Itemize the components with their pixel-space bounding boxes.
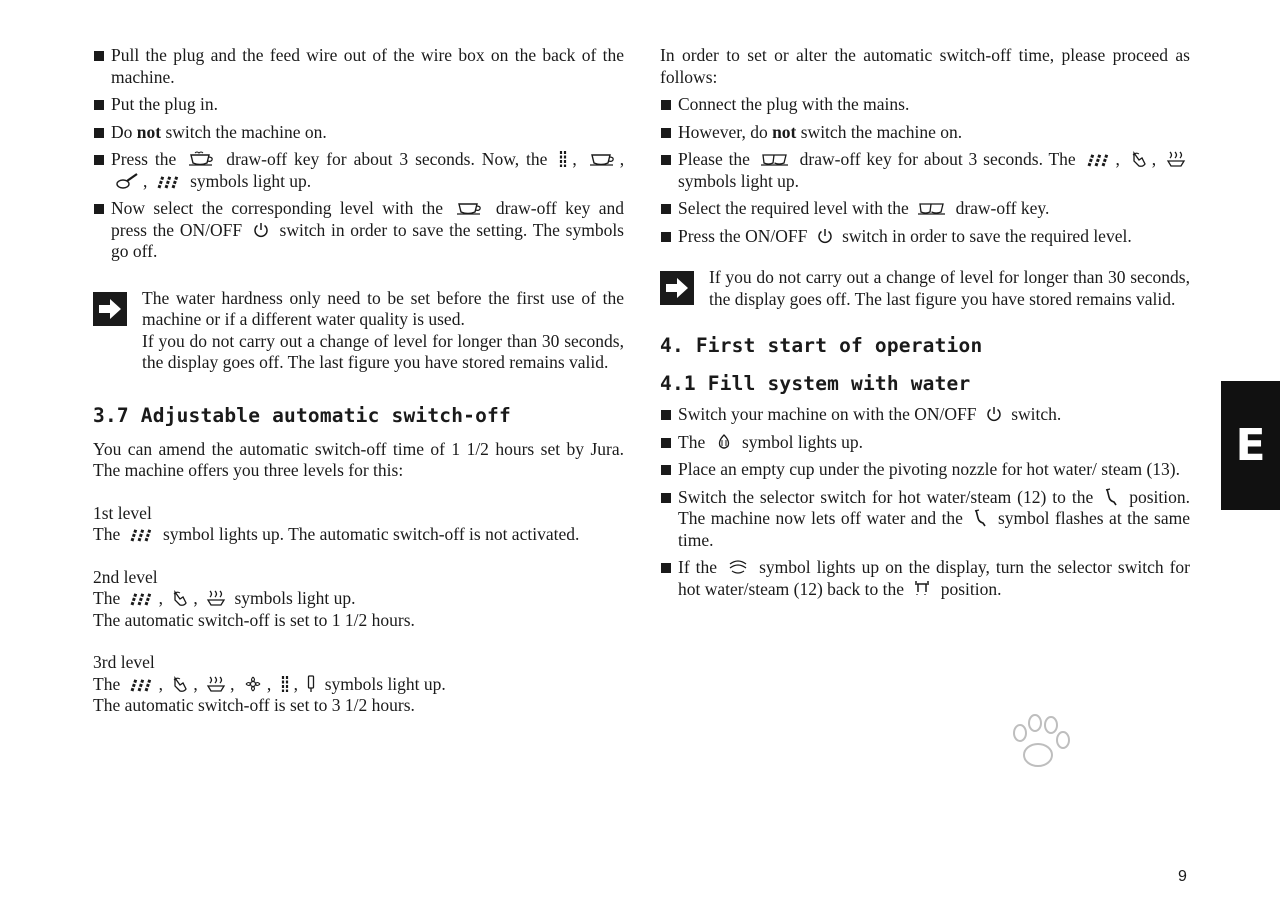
hand-icon xyxy=(171,589,189,607)
cup-icon xyxy=(588,150,616,168)
power-icon xyxy=(252,221,270,239)
cup-icon xyxy=(455,199,483,217)
list-item: Select the required level with the draw-off key. xyxy=(660,198,1190,220)
section-heading: 3.7 Adjustable automatic switch-off xyxy=(93,403,511,427)
note-text: The water hardness only need to be set before the first use of the machine or if a different water quality is used. xyxy=(142,287,624,329)
cup-icon xyxy=(187,150,215,168)
cup-icon xyxy=(760,150,790,168)
setup-steps-list xyxy=(93,45,624,263)
power-icon xyxy=(816,227,834,245)
water-icon xyxy=(714,433,734,451)
page-number: 9 xyxy=(1178,868,1187,885)
section-intro: In order to set or alter the automatic switch-off time, please proceed as follows: xyxy=(660,45,1190,87)
right-column xyxy=(660,45,1190,606)
section-intro: You can amend the automatic switch-off time of 1 1/2 hours set by Jura. The machine offers you three levels for this: xyxy=(93,438,624,480)
arrow-right-icon xyxy=(93,292,127,326)
list-item: Press the ON/OFF switch in order to save the required level. xyxy=(660,226,1190,248)
arrow-right-icon xyxy=(660,271,694,305)
flower-icon xyxy=(243,675,263,693)
filter-icon xyxy=(306,675,316,693)
list-item: Press the draw-off key for about 3 seconds. Now, the , , , symbols light up. xyxy=(93,149,624,192)
list-item: The symbol lights up. xyxy=(660,432,1190,454)
info-note xyxy=(93,288,624,374)
info-note xyxy=(660,267,1190,310)
wave-icon xyxy=(129,591,155,607)
tap-icon xyxy=(912,580,932,598)
drip-icon xyxy=(280,675,290,693)
nozzle-icon xyxy=(1103,488,1119,506)
switch-off-steps-list xyxy=(660,94,1190,247)
level-3-block: 3rd level The , , , , , symbols light up. The automatic switch-off is set to 3 1/2 hours. xyxy=(93,652,624,717)
steam-icon xyxy=(206,589,226,607)
power-icon xyxy=(985,405,1003,423)
level-1-block: 1st level The symbol lights up. The automatic switch-off is not activated. xyxy=(93,503,624,546)
section-tab: E xyxy=(1221,381,1280,510)
list-item: Connect the plug with the mains. xyxy=(660,94,1190,116)
steam-icon xyxy=(1166,150,1186,168)
list-item: If the symbol lights up on the display, turn the selector switch for hot water/steam (12) back to the position. xyxy=(660,557,1190,600)
hand-icon xyxy=(1130,150,1148,168)
list-item: Switch your machine on with the ON/OFF switch. xyxy=(660,404,1190,426)
section-heading: 4. First start of operation xyxy=(660,334,983,357)
steam-icon xyxy=(206,675,226,693)
list-item: Put the plug in. xyxy=(93,94,624,116)
spoon-icon xyxy=(115,172,139,190)
list-item: Now select the corresponding level with the draw-off key and press the ON/OFF switch in order to save the setting. The symbols go off. xyxy=(93,198,624,263)
note-text: If you do not carry out a change of level for longer than 30 seconds, the display goes off. The last figure you have stored remains valid. xyxy=(142,330,624,372)
list-item: Do not switch the machine on. xyxy=(93,122,624,144)
wave-icon xyxy=(129,677,155,693)
level-title: 1st level xyxy=(93,502,152,523)
wave-icon xyxy=(129,527,155,543)
list-item: However, do not switch the machine on. xyxy=(660,122,1190,144)
level-title: 2nd level xyxy=(93,566,158,587)
subsection-heading: 4.1 Fill system with water xyxy=(660,372,971,395)
cup-icon xyxy=(917,199,947,217)
wave-icon xyxy=(1086,152,1112,168)
watermark-logo xyxy=(905,705,1205,855)
fill-steps-list xyxy=(660,404,1190,600)
nozzle-icon xyxy=(972,509,988,527)
list-item: Pull the plug and the feed wire out of the wire box on the back of the machine. xyxy=(93,45,624,88)
note-text: If you do not carry out a change of level for longer than 30 seconds, the display goes off. The last figure you have stored remains valid. xyxy=(709,267,1190,309)
drip-icon xyxy=(558,150,568,168)
list-item: Place an empty cup under the pivoting nozzle for hot water/ steam (13). xyxy=(660,459,1190,481)
level-title: 3rd level xyxy=(93,652,155,672)
ready-icon xyxy=(727,558,749,576)
list-item: Switch the selector switch for hot water/steam (12) to the position. The machine now lets off water and the symbol flashes at the same time. xyxy=(660,487,1190,552)
baidu-watermark xyxy=(905,705,1205,855)
hand-icon xyxy=(171,675,189,693)
left-column xyxy=(93,45,624,717)
wave-icon xyxy=(156,174,182,190)
level-2-block: 2nd level The , , symbols light up. The automatic switch-off is set to 1 1/2 hours. xyxy=(93,567,624,632)
list-item: Please the draw-off key for about 3 seconds. The , , symbols light up. xyxy=(660,149,1190,192)
